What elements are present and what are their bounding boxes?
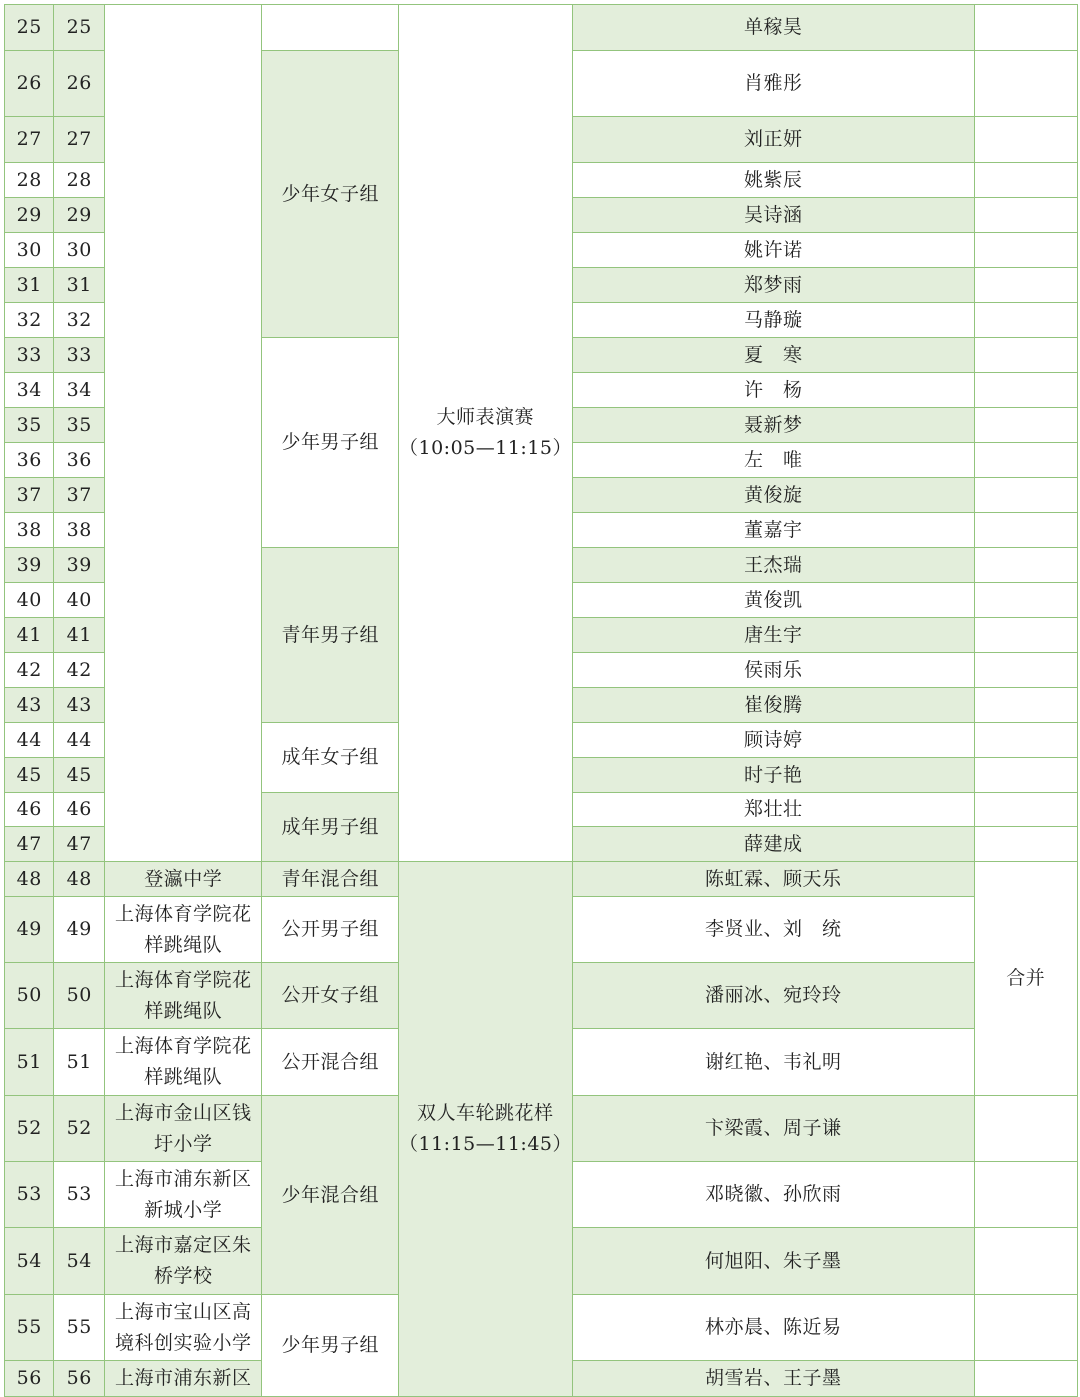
seq-cell-text: 43 [16,693,42,716]
number-cell-text: 45 [66,763,92,786]
number-cell-text: 49 [66,918,92,941]
note-cell [974,1360,1078,1397]
number-cell [53,582,106,619]
seq-cell [4,652,55,689]
seq-cell [4,1360,55,1397]
number-cell [53,1095,106,1163]
athlete-name-cell-text: 姚许诺 [743,238,803,261]
athlete-name-cell-text: 聂新梦 [743,413,803,436]
seq-cell [4,1161,55,1229]
school-cell [104,861,263,898]
seq-cell-text: 40 [16,588,42,611]
number-cell-text: 44 [66,728,92,751]
number-cell-text: 26 [66,72,92,95]
number-cell-text: 41 [66,623,92,646]
group-cell-text: 少年女子组 [281,182,379,205]
number-cell-text: 33 [66,343,92,366]
number-cell [53,861,106,898]
seq-cell-text: 25 [16,16,42,39]
note-cell [974,302,1078,339]
seq-cell-text: 46 [16,798,42,821]
seq-cell [4,757,55,794]
seq-cell-text: 38 [16,518,42,541]
seq-cell-text: 26 [16,72,42,95]
athlete-name-cell [571,1227,976,1296]
seq-cell [4,197,55,234]
number-cell [53,722,106,759]
note-cell [974,4,1078,52]
number-cell-text: 51 [66,1050,92,1073]
seq-cell [4,267,55,304]
athlete-name-cell-text: 林亦晨、陈近易 [704,1316,842,1339]
number-cell-text: 50 [66,984,92,1007]
seq-cell-text: 51 [16,1050,42,1073]
note-cell [974,1227,1078,1296]
number-cell [53,687,106,724]
seq-cell-text: 36 [16,448,42,471]
group-cell-text: 少年男子组 [281,431,379,454]
note-cell [974,232,1078,269]
number-cell-text: 38 [66,518,92,541]
group-cell [261,547,400,724]
number-cell [53,116,106,164]
group-cell [261,337,400,549]
athlete-name-cell-text: 王杰瑞 [743,553,803,576]
number-cell-text: 35 [66,413,92,436]
seq-cell [4,722,55,759]
number-cell [53,50,106,118]
merge-note-cell [974,861,1078,1097]
note-cell [974,372,1078,409]
number-cell [53,962,106,1030]
seq-cell-text: 48 [16,867,42,890]
note-cell [974,757,1078,794]
note-cell [974,582,1078,619]
group-cell-text: 少年男子组 [281,1333,379,1356]
number-cell [53,302,106,339]
school-cell [104,1028,263,1097]
number-cell-text: 32 [66,308,92,331]
number-cell-text: 48 [66,867,92,890]
athlete-name-cell-text: 姚紫辰 [743,168,803,191]
school-cell [104,1227,263,1296]
number-cell-text: 29 [66,203,92,226]
group-cell [261,792,400,863]
group-cell [261,1095,400,1296]
athlete-name-cell-text: 胡雪岩、王子墨 [704,1366,842,1389]
note-cell [974,116,1078,164]
athlete-name-cell [571,547,976,584]
athlete-name-cell [571,512,976,549]
school-cell [104,962,263,1030]
athlete-name-cell-text: 郑梦雨 [743,273,803,296]
school-cell-text: 上海市宝山区高 境科创实验小学 [114,1300,252,1354]
seq-cell-text: 44 [16,728,42,751]
seq-cell-text: 33 [16,343,42,366]
athlete-name-cell [571,962,976,1030]
athlete-name-cell-text: 崔俊腾 [743,693,803,716]
seq-cell [4,116,55,164]
seq-cell [4,617,55,654]
number-cell [53,757,106,794]
note-cell [974,50,1078,118]
athlete-name-cell [571,4,976,52]
number-cell [53,617,106,654]
seq-cell-text: 35 [16,413,42,436]
note-cell [974,617,1078,654]
seq-cell [4,962,55,1030]
note-cell [974,722,1078,759]
athlete-name-cell [571,1161,976,1229]
seq-cell [4,861,55,898]
athlete-name-cell [571,896,976,964]
athlete-name-cell [571,617,976,654]
athlete-name-cell-text: 薛建成 [743,832,803,855]
athlete-name-cell-text: 陈虹霖、顾天乐 [704,867,842,890]
note-cell [974,792,1078,828]
note-cell [974,197,1078,234]
athlete-name-cell [571,652,976,689]
athlete-name-cell [571,407,976,444]
number-cell [53,337,106,374]
note-cell [974,442,1078,479]
number-cell [53,826,106,863]
athlete-name-cell [571,1028,976,1097]
note-cell [974,267,1078,304]
athlete-name-cell [571,861,976,898]
seq-cell-text: 30 [16,238,42,261]
number-cell [53,547,106,584]
athlete-name-cell-text: 时子艳 [743,763,803,786]
athlete-name-cell-text: 刘正妍 [743,128,803,151]
event-cell-text: 双人车轮跳花样 （11:15—11:45） [399,1101,573,1155]
seq-cell-text: 31 [16,273,42,296]
number-cell-text: 31 [66,273,92,296]
seq-cell-text: 55 [16,1316,42,1339]
athlete-name-cell-text: 董嘉宇 [743,518,803,541]
athlete-name-cell [571,337,976,374]
number-cell [53,1360,106,1397]
number-cell [53,1227,106,1296]
note-cell [974,407,1078,444]
number-cell [53,1161,106,1229]
seq-cell [4,232,55,269]
school-cell-text: 登瀛中学 [144,867,223,890]
note-cell [974,477,1078,514]
athlete-name-cell [571,50,976,118]
group-cell [261,1294,400,1397]
seq-cell-text: 50 [16,984,42,1007]
athlete-name-cell [571,477,976,514]
athlete-name-cell [571,372,976,409]
school-cell [104,1161,263,1229]
seq-cell [4,1095,55,1163]
number-cell [53,232,106,269]
number-cell [53,162,106,199]
seq-cell-text: 47 [16,832,42,855]
group-cell-text: 少年混合组 [281,1183,379,1206]
school-cell [104,1294,263,1362]
number-cell [53,896,106,964]
seq-cell [4,162,55,199]
note-cell [974,1294,1078,1362]
athlete-name-cell-text: 唐生宇 [743,623,803,646]
note-cell [974,162,1078,199]
seq-cell [4,512,55,549]
athlete-name-cell-text: 卞梁霞、周子谦 [704,1117,842,1140]
seq-cell-text: 34 [16,378,42,401]
number-cell [53,512,106,549]
athlete-name-cell-text: 马静璇 [743,308,803,331]
athlete-name-cell [571,162,976,199]
school-cell [104,4,263,863]
number-cell-text: 52 [66,1117,92,1140]
group-cell-text: 成年男子组 [281,815,379,838]
athlete-name-cell [571,757,976,794]
athlete-name-cell [571,442,976,479]
athlete-name-cell-text: 吴诗涵 [743,203,803,226]
seq-cell [4,50,55,118]
seq-cell [4,1294,55,1362]
athlete-name-cell [571,302,976,339]
number-cell-text: 55 [66,1316,92,1339]
number-cell [53,4,106,52]
group-cell [261,861,400,898]
number-cell [53,792,106,828]
athlete-name-cell-text: 邓晓徽、孙欣雨 [704,1183,842,1206]
athlete-name-cell [571,1095,976,1163]
seq-cell-text: 37 [16,483,42,506]
event-cell-text: 大师表演赛 （10:05—11:15） [399,406,573,460]
seq-cell [4,302,55,339]
number-cell-text: 54 [66,1249,92,1272]
group-cell-text: 青年混合组 [281,867,379,890]
athlete-name-cell [571,582,976,619]
number-cell [53,652,106,689]
athlete-name-cell-text: 单稼昊 [743,16,803,39]
athlete-name-cell [571,687,976,724]
seq-cell-text: 28 [16,168,42,191]
seq-cell-text: 29 [16,203,42,226]
school-cell-text: 上海体育学院花 样跳绳队 [114,968,252,1022]
athlete-name-cell [571,267,976,304]
athlete-name-cell-text: 顾诗婷 [743,728,803,751]
number-cell-text: 47 [66,832,92,855]
athlete-name-cell-text: 夏 寒 [743,343,803,366]
seq-cell [4,407,55,444]
seq-cell-text: 45 [16,763,42,786]
seq-cell [4,1227,55,1296]
note-cell [974,1095,1078,1163]
number-cell [53,1028,106,1097]
number-cell [53,477,106,514]
group-cell-text: 青年男子组 [281,623,379,646]
number-cell [53,407,106,444]
school-cell [104,1095,263,1163]
seq-cell-text: 53 [16,1183,42,1206]
group-cell [261,896,400,964]
seq-cell [4,792,55,828]
number-cell [53,372,106,409]
athlete-name-cell [571,1360,976,1397]
number-cell-text: 37 [66,483,92,506]
number-cell-text: 56 [66,1366,92,1389]
athlete-name-cell [571,232,976,269]
athlete-name-cell [571,792,976,828]
athlete-name-cell [571,1294,976,1362]
school-cell-text: 上海体育学院花 样跳绳队 [114,902,252,956]
athlete-name-cell-text: 黄俊凯 [743,588,803,611]
school-cell-text: 上海市嘉定区朱 桥学校 [114,1234,252,1288]
seq-cell-text: 32 [16,308,42,331]
group-cell [261,962,400,1030]
event-cell [398,4,573,863]
seq-cell-text: 52 [16,1117,42,1140]
athlete-name-cell-text: 何旭阳、朱子墨 [704,1249,842,1272]
number-cell [53,267,106,304]
athlete-name-cell-text: 潘丽冰、宛玲玲 [704,984,842,1007]
number-cell-text: 25 [66,16,92,39]
school-cell-text: 上海市金山区钱 圩小学 [114,1101,252,1155]
group-cell [261,4,400,52]
group-cell-text: 公开男子组 [281,918,379,941]
group-cell [261,1028,400,1097]
note-cell [974,826,1078,863]
athlete-name-cell-text: 郑壮壮 [743,798,803,821]
number-cell [53,197,106,234]
group-cell [261,50,400,339]
group-cell [261,722,400,794]
seq-cell-text: 39 [16,553,42,576]
seq-cell-text: 56 [16,1366,42,1389]
number-cell-text: 27 [66,128,92,151]
note-cell [974,652,1078,689]
group-cell-text: 成年女子组 [281,746,379,769]
note-cell [974,1161,1078,1229]
athlete-name-cell-text: 许 杨 [743,378,803,401]
athlete-name-cell-text: 谢红艳、韦礼明 [704,1050,842,1073]
seq-cell [4,896,55,964]
athlete-name-cell [571,722,976,759]
number-cell-text: 53 [66,1183,92,1206]
school-cell [104,896,263,964]
number-cell-text: 34 [66,378,92,401]
note-cell [974,337,1078,374]
seq-cell [4,687,55,724]
number-cell-text: 46 [66,798,92,821]
school-cell-text: 上海市浦东新区 [114,1366,252,1389]
seq-cell [4,1028,55,1097]
school-cell [104,1360,263,1397]
number-cell-text: 36 [66,448,92,471]
athlete-name-cell [571,826,976,863]
number-cell-text: 40 [66,588,92,611]
athlete-name-cell-text: 侯雨乐 [743,658,803,681]
seq-cell-text: 27 [16,128,42,151]
number-cell-text: 30 [66,238,92,261]
note-cell [974,687,1078,724]
note-cell [974,512,1078,549]
seq-cell [4,826,55,863]
athlete-name-cell-text: 肖雅彤 [743,72,803,95]
number-cell-text: 42 [66,658,92,681]
seq-cell-text: 49 [16,918,42,941]
athlete-name-cell-text: 李贤业、刘 统 [704,918,842,941]
athlete-name-cell-text: 黄俊旋 [743,483,803,506]
merge-note-cell-text: 合并 [1006,967,1046,990]
seq-cell [4,477,55,514]
athlete-name-cell [571,197,976,234]
athlete-name-cell-text: 左 唯 [743,448,803,471]
seq-cell-text: 42 [16,658,42,681]
school-cell-text: 上海市浦东新区 新城小学 [114,1167,252,1221]
school-cell-text: 上海体育学院花 样跳绳队 [114,1035,252,1089]
seq-cell [4,547,55,584]
seq-cell [4,582,55,619]
athlete-name-cell [571,116,976,164]
number-cell-text: 39 [66,553,92,576]
number-cell-text: 43 [66,693,92,716]
number-cell [53,1294,106,1362]
seq-cell-text: 54 [16,1249,42,1272]
event-cell [398,861,573,1397]
seq-cell [4,337,55,374]
number-cell-text: 28 [66,168,92,191]
seq-cell [4,4,55,52]
note-cell [974,547,1078,584]
seq-cell-text: 41 [16,623,42,646]
seq-cell [4,442,55,479]
group-cell-text: 公开混合组 [281,1050,379,1073]
seq-cell [4,372,55,409]
group-cell-text: 公开女子组 [281,984,379,1007]
number-cell [53,442,106,479]
